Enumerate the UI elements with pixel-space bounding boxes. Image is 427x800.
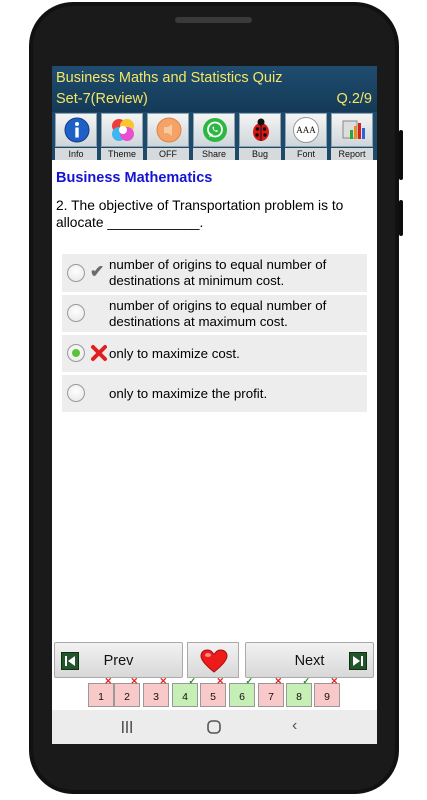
question-box-3-number: 3	[153, 691, 159, 703]
sound-toggle-button[interactable]	[146, 113, 190, 159]
heart-icon	[200, 649, 228, 673]
toolbar	[52, 112, 377, 160]
option-4-radio[interactable]	[67, 384, 85, 402]
option-3-radio-selected[interactable]	[67, 344, 85, 362]
option-4[interactable]	[62, 375, 367, 412]
recent-apps-icon[interactable]	[120, 720, 134, 734]
sound-button-bg	[147, 113, 189, 147]
theme-label: Theme	[101, 148, 143, 160]
wrong-mark-icon: ✕	[159, 676, 167, 686]
next-label: Next	[294, 653, 325, 669]
wrong-mark-icon: ✕	[104, 676, 112, 686]
question-box-6[interactable]	[229, 676, 255, 707]
question-box-8[interactable]	[286, 676, 312, 707]
question-box-1-number: 1	[98, 691, 104, 703]
wrong-cross-icon	[90, 344, 108, 362]
option-1[interactable]	[62, 254, 367, 292]
question-box-5[interactable]	[200, 676, 226, 707]
info-icon	[64, 117, 90, 143]
option-2[interactable]	[62, 295, 367, 332]
question-panel	[52, 160, 377, 640]
correct-mark-icon: ✓	[188, 676, 196, 686]
font-size-button[interactable]	[284, 113, 328, 159]
home-icon[interactable]	[206, 719, 222, 735]
theme-button-bg	[101, 113, 143, 147]
prev-label: Prev	[103, 653, 134, 669]
option-3[interactable]	[62, 335, 367, 372]
question-box-9[interactable]	[314, 676, 340, 707]
option-3-text: only to maximize cost.	[109, 346, 240, 361]
question-box-7-number: 7	[268, 691, 274, 703]
wrong-mark-icon: ✕	[216, 676, 224, 686]
correct-mark-icon: ✓	[302, 676, 310, 686]
whatsapp-share-icon	[202, 117, 228, 143]
share-label: Share	[193, 148, 235, 160]
ladybug-icon	[248, 117, 274, 143]
option-4-text: only to maximize the profit.	[109, 386, 268, 401]
option-2-text: number of origins to equal number of destinations at maximum cost.	[109, 298, 327, 329]
report-button[interactable]	[330, 113, 374, 159]
question-counter: Q.2/9	[336, 91, 372, 107]
wrong-mark-icon: ✕	[274, 676, 282, 686]
sound-label: OFF	[147, 148, 189, 160]
report-label: Report	[331, 148, 373, 160]
font-label: Font	[285, 148, 327, 160]
question-box-2[interactable]	[114, 676, 140, 707]
question-box-8-number: 8	[296, 691, 302, 703]
title-bar	[52, 66, 377, 112]
subject-title: Business Mathematics	[56, 170, 213, 186]
info-button[interactable]	[54, 113, 98, 159]
info-button-bg	[55, 113, 97, 147]
question-box-1[interactable]	[88, 676, 114, 707]
sound-off-icon	[156, 117, 182, 143]
correct-check-icon: ✔	[90, 262, 105, 281]
app-screen	[52, 66, 377, 744]
correct-mark-icon: ✓	[245, 676, 253, 686]
theme-palette-icon	[110, 117, 136, 143]
question-box-4-number: 4	[182, 691, 188, 703]
power-button	[399, 200, 403, 236]
options-list	[62, 254, 367, 415]
report-chart-icon	[340, 117, 366, 143]
theme-button[interactable]	[100, 113, 144, 159]
share-button-bg	[193, 113, 235, 147]
question-box-6-number: 6	[239, 691, 245, 703]
question-box-5-number: 5	[210, 691, 216, 703]
question-text: 2. The objective of Transportation problem is to allocate ____________.	[56, 198, 344, 230]
next-button[interactable]	[245, 642, 374, 678]
system-navigation-bar	[52, 710, 377, 744]
prev-button[interactable]	[54, 642, 183, 678]
bug-label: Bug	[239, 148, 281, 160]
font-button-bg	[285, 113, 327, 147]
question-box-2-number: 2	[124, 691, 130, 703]
earpiece-speaker	[175, 17, 252, 23]
share-button[interactable]	[192, 113, 236, 159]
info-label: Info	[55, 148, 97, 160]
next-arrow-icon	[349, 652, 367, 670]
option-1-text: number of origins to equal number of destinations at minimum cost.	[109, 257, 327, 288]
question-box-3[interactable]	[143, 676, 169, 707]
favorite-button[interactable]	[187, 642, 239, 678]
option-2-radio[interactable]	[67, 304, 85, 322]
report-button-bg	[331, 113, 373, 147]
bottom-navigation	[52, 640, 377, 710]
wrong-mark-icon: ✕	[130, 676, 138, 686]
bug-button-bg	[239, 113, 281, 147]
back-icon[interactable]: ‹	[292, 717, 298, 734]
set-title: Set-7(Review)	[56, 91, 148, 107]
wrong-mark-icon: ✕	[330, 676, 338, 686]
app-title: Business Maths and Statistics Quiz	[56, 70, 283, 86]
option-1-radio[interactable]	[67, 264, 85, 282]
question-box-9-number: 9	[324, 691, 330, 703]
font-size-icon: AAA	[293, 117, 319, 143]
bug-report-button[interactable]	[238, 113, 282, 159]
question-box-7[interactable]	[258, 676, 284, 707]
volume-button	[399, 130, 403, 180]
question-box-4[interactable]	[172, 676, 198, 707]
